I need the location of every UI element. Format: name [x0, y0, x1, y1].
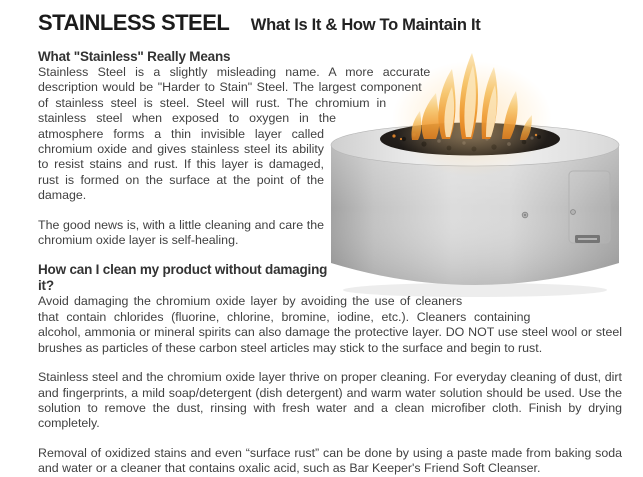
page-header — [38, 10, 622, 36]
section-cleaning-guidance — [38, 370, 622, 476]
page-subtitle: What Is It & How To Maintain It — [250, 16, 481, 34]
paragraph: Stainless steel and the chromium oxide layer thrive on proper cleaning. For everyday cleaning of dust, dirt and fingerprints, a mild soap/detergent (dish detergent) and warm water solution should be used. Use the solution to remove the dust, rinsing with fresh water and a clean microfiber cloth. Finish by drying completely. — [38, 370, 622, 431]
access-door — [569, 171, 610, 243]
page-title: STAINLESS STEEL — [38, 10, 230, 35]
section-heading: How can I clean my product without damaging it? — [38, 262, 328, 294]
paragraph: Stainless Steel is a slightly misleading name. A more accurate description would be "Harder to Stain" Steel. The largest component of stainless steel is steel. Steel will rust. The chromium in stainless steel when exposed to oxygen in the atmosphere forms a thin invisible layer called chromium oxide and gives stainless steel its ability to resist stains and rust. If this layer is damaged, rust is formed on the surface at the point of the damage. — [38, 65, 431, 203]
document-body — [38, 49, 622, 477]
door-latch — [571, 210, 576, 215]
paragraph: Removal of oxidized stains and even “surface rust” can be done by using a paste made from baking soda and water or a cleaner that contains oxalic acid, such as Bar Keeper's Friend Soft Cleanser. — [38, 445, 622, 476]
paragraph: Avoid damaging the chromium oxide layer by avoiding the use of cleaners that contain chlorides (fluorine, chlorine, bromine, iodine, etc.). Cleaners containing alcohol, ammonia or mineral spirits can also damage the protective layer. DO NOT use steel wool or steel brushes as particles of these carbon steel articles may stick to the surface and begin to rust. — [38, 294, 622, 355]
section-heading: What "Stainless" Really Means — [38, 49, 231, 64]
paragraph: The good news is, with a little cleaning and care the chromium oxide layer is self-healing. — [38, 217, 324, 248]
